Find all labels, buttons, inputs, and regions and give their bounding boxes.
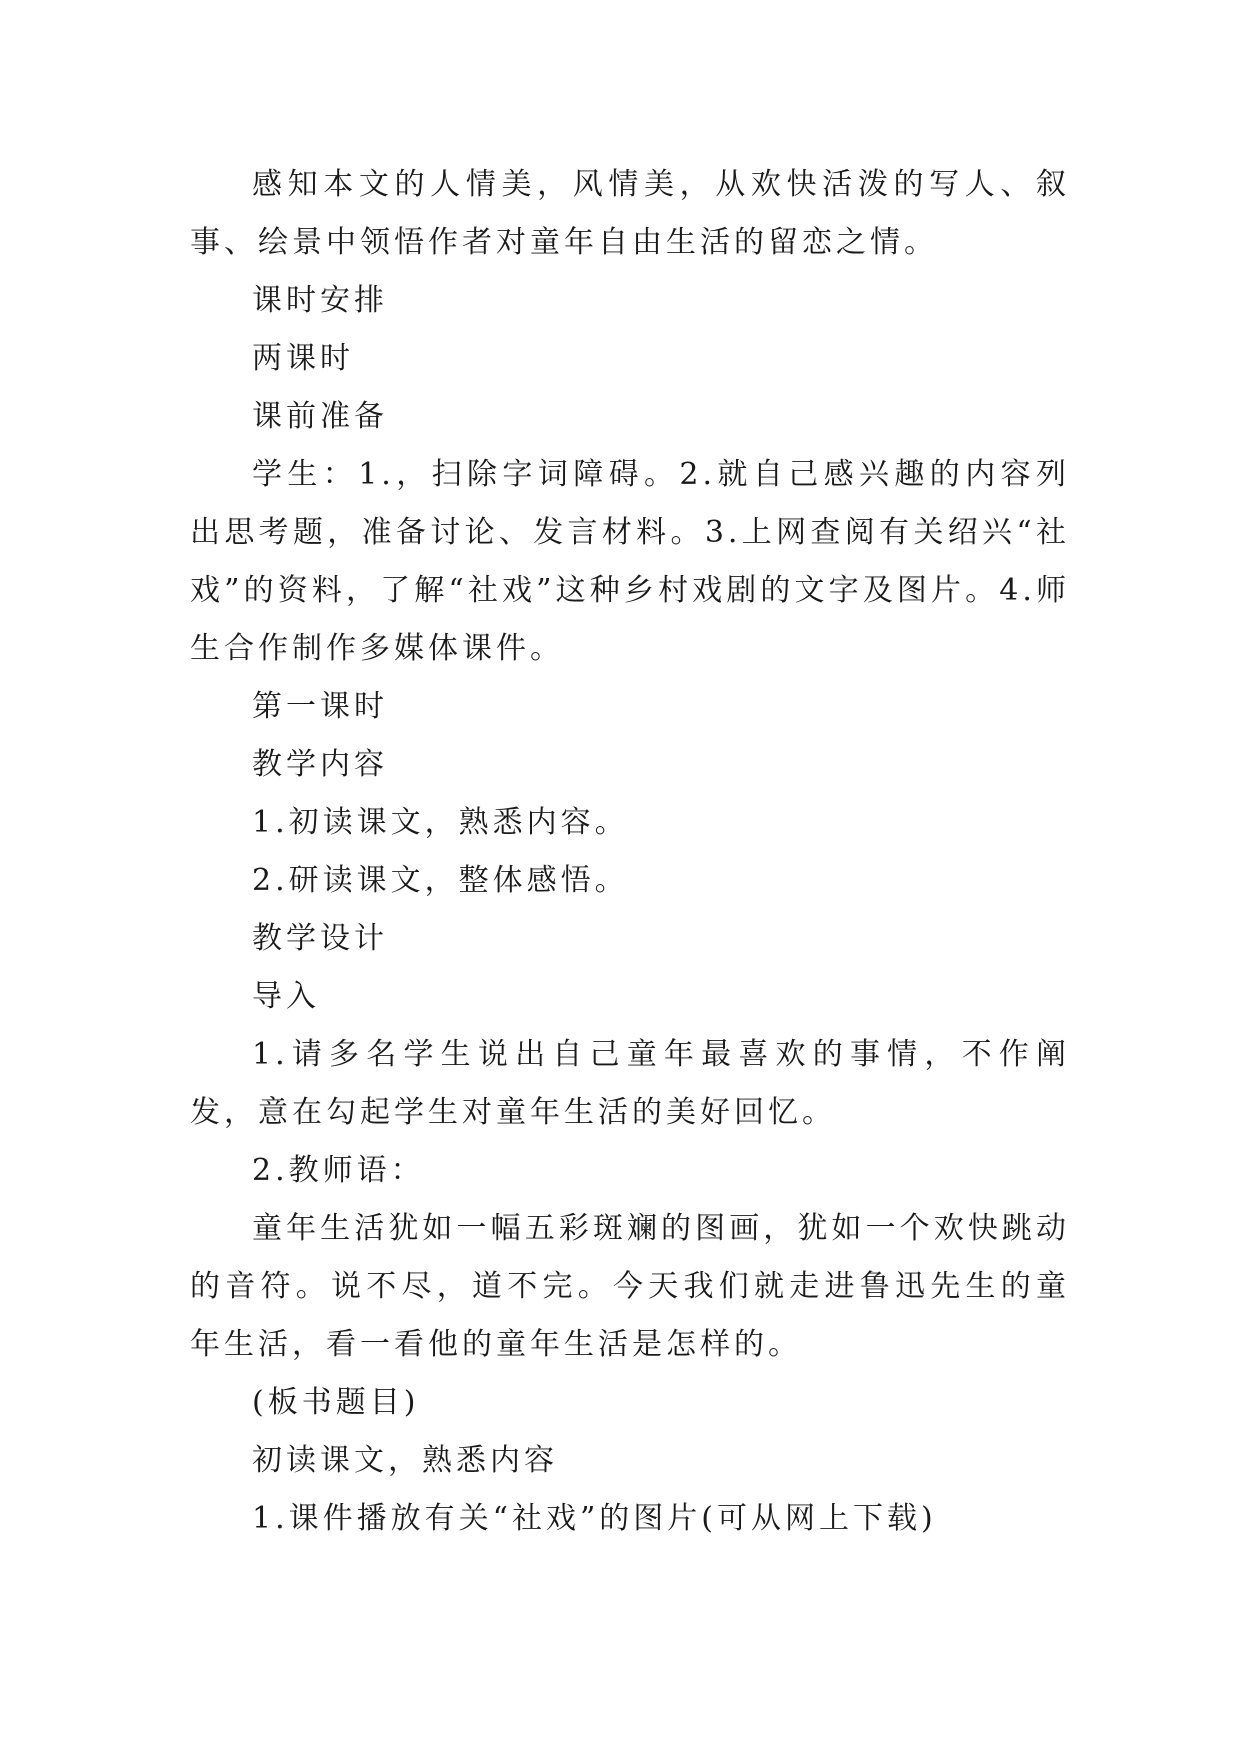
paragraph-student-prep: 学生：1.，扫除字词障碍。2.就自己感兴趣的内容列出思考题，准备讨论、发言材料。3.上网查阅有关绍兴“社戏”的资料，了解“社戏”这种乡村戏剧的文字及图片。4.师生合作制作多媒体课件。 [190, 457, 1070, 666]
heading-teaching-content: 教学内容 [252, 747, 388, 782]
heading-first-reading: 初读课文，熟悉内容 [252, 1443, 558, 1478]
list-item-2: 2.研读课文，整体感悟。 [252, 863, 629, 898]
document-body [190, 156, 1070, 1548]
paragraph-lesson-count: 两课时 [252, 341, 354, 376]
heading-schedule: 课时安排 [252, 283, 388, 318]
paragraph-teacher-speech: 童年生活犹如一幅五彩斑斓的图画，犹如一个欢快跳动的音符。说不尽，道不完。今天我们就走进鲁迅先生的童年生活，看一看他的童年生活是怎样的。 [190, 1211, 1070, 1362]
heading-introduction: 导入 [252, 979, 320, 1014]
heading-preparation: 课前准备 [252, 399, 388, 434]
list-item-1: 1.初读课文，熟悉内容。 [252, 805, 629, 840]
paragraph-board-note: (板书题目) [252, 1385, 420, 1420]
heading-first-lesson: 第一课时 [252, 689, 388, 724]
paragraph-intro-step-1: 1.请多名学生说出自己童年最喜欢的事情，不作阐发，意在勾起学生对童年生活的美好回忆。 [190, 1037, 1070, 1130]
paragraph-courseware-step: 1.课件播放有关“社戏”的图片(可从网上下载) [252, 1501, 937, 1536]
paragraph-objective: 感知本文的人情美，风情美，从欢快活泼的写人、叙事、绘景中领悟作者对童年自由生活的留恋之情。 [190, 167, 1070, 260]
heading-teaching-design: 教学设计 [252, 921, 388, 956]
paragraph-intro-step-2: 2.教师语： [252, 1153, 425, 1188]
